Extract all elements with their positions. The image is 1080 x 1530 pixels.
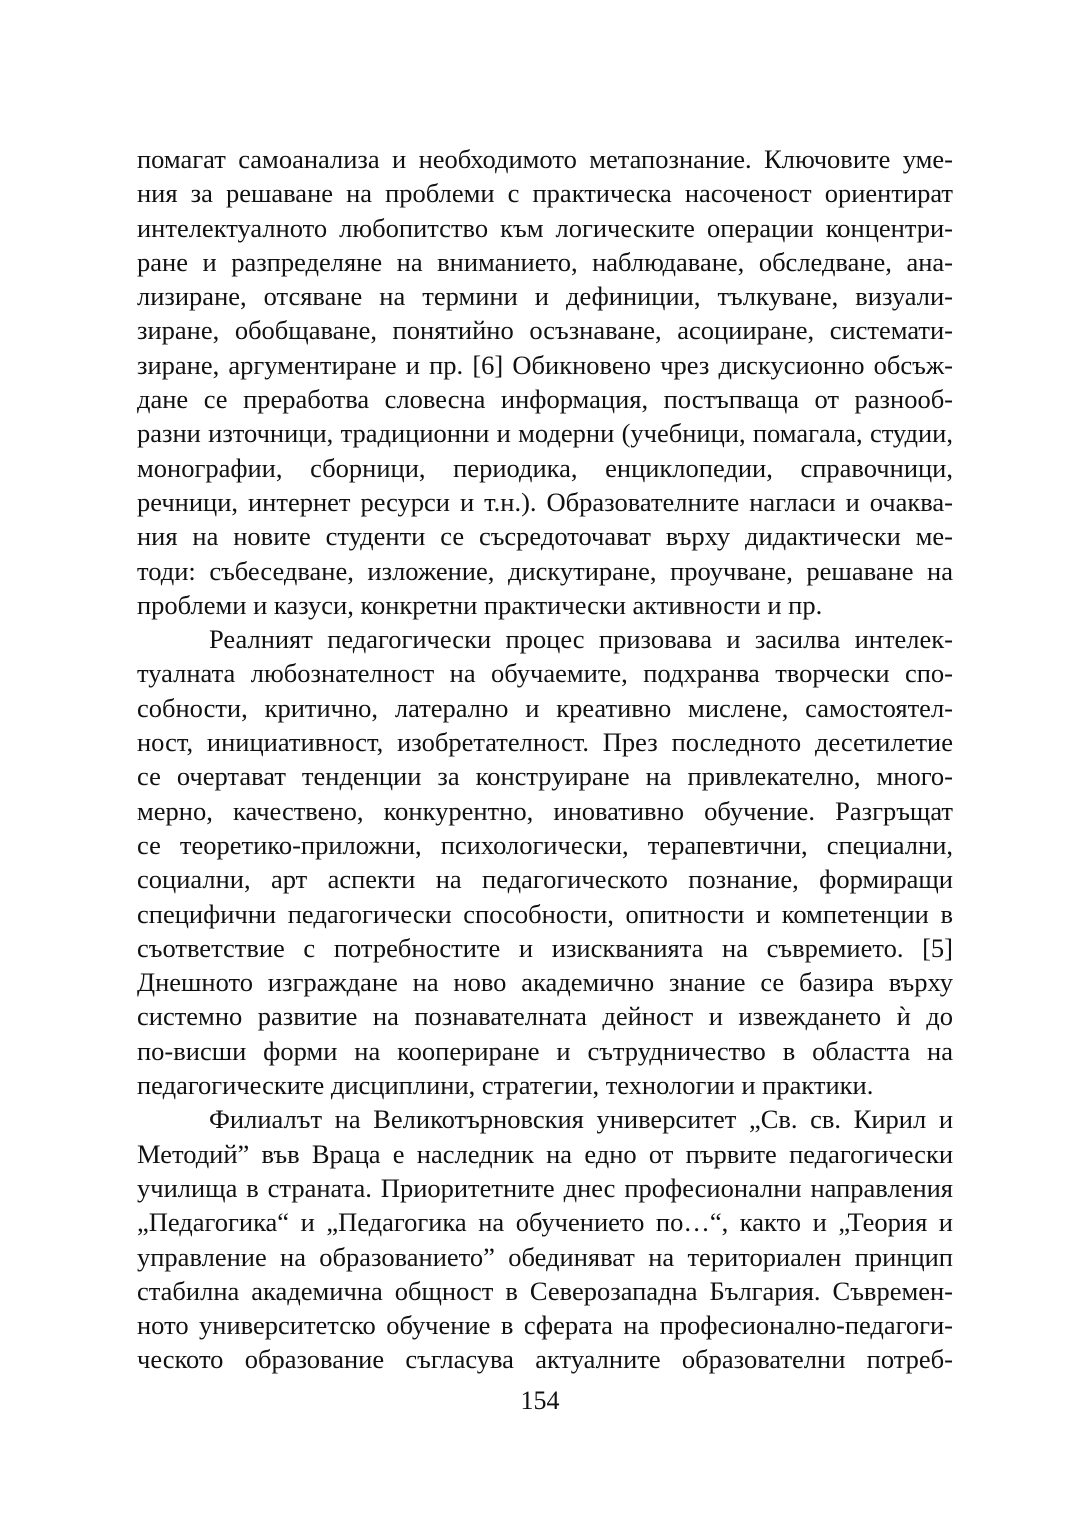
text-line: проблеми и казуси, конкретни практически активности и пр. xyxy=(137,589,823,620)
text-line: Методий” във Враца е наследник на едно от първите педагогически xyxy=(137,1138,953,1169)
body-text xyxy=(137,142,953,1377)
text-line: „Педагогика“ и „Педагогика на обучението по…“, както и „Теория и xyxy=(137,1207,953,1238)
text-line: ния на новите студенти се съсредоточават върху дидактически ме- xyxy=(137,521,953,552)
text-line: педагогическите дисциплини, стратегии, технологии и практики. xyxy=(137,1070,874,1101)
text-line: лизиране, отсяване на термини и дефиниции, тълкуване, визуали- xyxy=(137,281,953,312)
text-line: Филиалът на Великотърновския университет „Св. св. Кирил и xyxy=(209,1104,953,1135)
paragraph-3 xyxy=(137,1102,953,1376)
page-number: 154 xyxy=(520,1386,560,1415)
text-line: Реалният педагогически процес призовава и засилва интелек- xyxy=(209,624,953,655)
text-line: управление на образованието” обединяват на териториален принцип xyxy=(137,1241,953,1272)
text-line: ране и разпределяне на вниманието, наблюдаване, обследване, ана- xyxy=(137,246,953,277)
text-line: специфични педагогически способности, опитности и компетенции в xyxy=(137,898,953,929)
text-line: мерно, качествено, конкурентно, иновативно обучение. Разгръщат xyxy=(137,795,953,826)
text-line: се теоретико-приложни, психологически, терапевтични, специални, xyxy=(137,829,953,860)
text-line: разни източници, традиционни и модерни (учебници, помагала, студии, xyxy=(137,418,953,449)
text-line: ност, инициативност, изобретателност. През последното десетилетие xyxy=(137,727,953,758)
text-line: монографии, сборници, периодика, енциклопедии, справочници, xyxy=(137,452,953,483)
text-line: собности, критично, латерално и креативно мислене, самостоятел- xyxy=(137,692,953,723)
text-line: помагат самоанализа и необходимото метапознание. Ключовите уме- xyxy=(137,144,953,174)
text-line: дане се преработва словесна информация, постъпваща от разнооб- xyxy=(137,384,953,415)
text-line: системно развитие на познавателната дейност и извеждането ѝ до xyxy=(137,1001,953,1032)
text-line: по-висши форми на коопериране и сътрудничество в областта на xyxy=(137,1035,953,1066)
text-line: интелектуалното любопитство към логическите операции концентри- xyxy=(137,212,953,243)
text-line: зиране, обобщаване, понятийно осъзнаване, асоцииране, системати- xyxy=(137,315,953,346)
text-line: съответствие с потребностите и изискванията на съвремието. [5] xyxy=(137,932,953,963)
text-line: ческото образование съгласува актуалните образователни потреб- xyxy=(137,1344,953,1375)
paragraph-1 xyxy=(137,142,953,622)
text-line: ния за решаване на проблеми с практическа насоченост ориентират xyxy=(137,178,953,209)
text-line: Днешното изграждане на ново академично знание се базира върху xyxy=(137,967,953,998)
text-line: училища в страната. Приоритетните днес професионални направления xyxy=(137,1172,953,1203)
text-line: стабилна академична общност в Северозападна България. Съвремен- xyxy=(137,1275,953,1306)
text-line: се очертават тенденции за конструиране на привлекателно, много- xyxy=(137,761,953,792)
text-line: зиране, аргументиране и пр. [6] Обикновено чрез дискусионно обсъж- xyxy=(137,349,953,380)
text-line: ното университетско обучение в сферата на професионално-педагоги- xyxy=(137,1310,953,1341)
paragraph-2 xyxy=(137,622,953,1102)
text-line: тоди: събеседване, изложение, дискутиране, проучване, решаване на xyxy=(137,555,953,586)
text-line: речници, интернет ресурси и т.н.). Образователните нагласи и очаква- xyxy=(137,486,953,517)
text-line: туалната любознателност на обучаемите, подхранва творчески спо- xyxy=(137,658,953,689)
text-line: социални, арт аспекти на педагогическото познание, формиращи xyxy=(137,864,953,895)
